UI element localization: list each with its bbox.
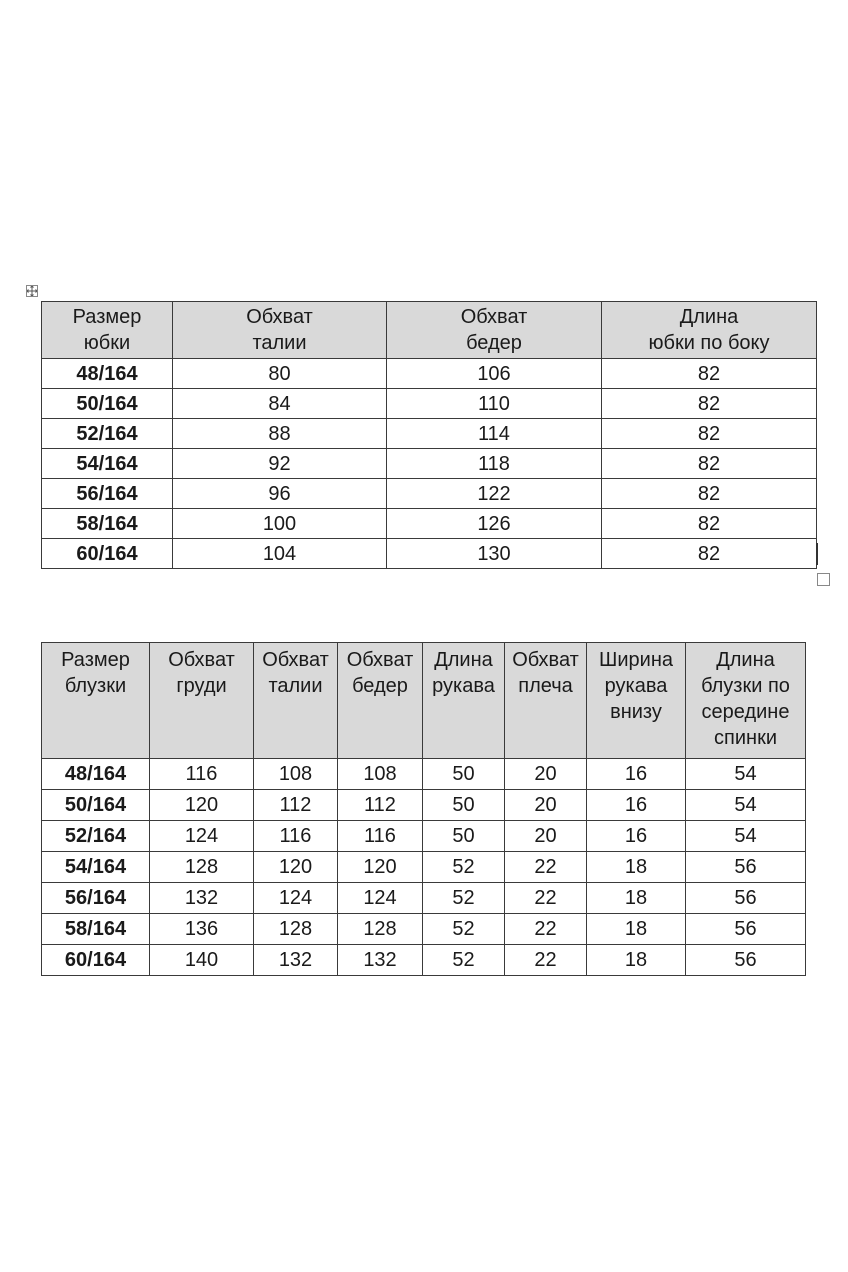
size-cell: 48/164 [42, 759, 150, 790]
table-cell: 56 [686, 914, 806, 945]
size-cell: 50/164 [42, 790, 150, 821]
header-blouse-length: Длина блузки по середине спинки [686, 643, 806, 759]
header-hips: Обхват бедер [338, 643, 423, 759]
size-cell: 54/164 [42, 449, 173, 479]
table-cell: 52 [423, 945, 505, 976]
table-cell: 52 [423, 883, 505, 914]
table-cell: 128 [150, 852, 254, 883]
table-cell: 82 [602, 539, 817, 569]
table-cell: 54 [686, 759, 806, 790]
table-cell: 82 [602, 509, 817, 539]
size-cell: 58/164 [42, 509, 173, 539]
table-cell: 82 [602, 389, 817, 419]
table-cell: 54 [686, 821, 806, 852]
table-row [42, 790, 806, 821]
table-cell: 116 [254, 821, 338, 852]
table-cell: 20 [505, 790, 587, 821]
table-cell: 82 [602, 359, 817, 389]
table-cell: 128 [254, 914, 338, 945]
header-waist: Обхват талии [254, 643, 338, 759]
skirt-size-table [41, 301, 817, 569]
table-cell: 22 [505, 852, 587, 883]
table-cell: 132 [338, 945, 423, 976]
table-move-handle-icon[interactable] [26, 285, 38, 297]
table-cell: 130 [387, 539, 602, 569]
header-sleeve-length: Длина рукава [423, 643, 505, 759]
table-cell: 124 [254, 883, 338, 914]
table-cell: 126 [387, 509, 602, 539]
size-cell: 56/164 [42, 883, 150, 914]
header-skirt-length: Длина юбки по боку [602, 302, 817, 359]
table-row [42, 449, 817, 479]
table-cell: 54 [686, 790, 806, 821]
table-cell: 124 [338, 883, 423, 914]
size-cell: 60/164 [42, 539, 173, 569]
table-cell: 50 [423, 790, 505, 821]
table-row [42, 509, 817, 539]
table-cell: 122 [387, 479, 602, 509]
size-cell: 52/164 [42, 419, 173, 449]
table-cell: 112 [254, 790, 338, 821]
table-row [42, 539, 817, 569]
table-cell: 16 [587, 759, 686, 790]
header-sleeve-width: Ширина рукава внизу [587, 643, 686, 759]
table-cell: 100 [173, 509, 387, 539]
table-cell: 52 [423, 914, 505, 945]
table-header-row [42, 643, 806, 759]
table-cell: 56 [686, 883, 806, 914]
blouse-size-table [41, 642, 806, 976]
table-cell: 112 [338, 790, 423, 821]
header-waist: Обхват талии [173, 302, 387, 359]
table-row [42, 389, 817, 419]
table-cell: 18 [587, 852, 686, 883]
header-chest: Обхват груди [150, 643, 254, 759]
table-row [42, 914, 806, 945]
table-cell: 82 [602, 479, 817, 509]
table-cell: 128 [338, 914, 423, 945]
size-cell: 56/164 [42, 479, 173, 509]
table-cell: 82 [602, 449, 817, 479]
table-cell: 52 [423, 852, 505, 883]
table-cell: 132 [150, 883, 254, 914]
table-cell: 120 [338, 852, 423, 883]
table-cell: 82 [602, 419, 817, 449]
size-cell: 48/164 [42, 359, 173, 389]
table-cell: 106 [387, 359, 602, 389]
header-size: Размер юбки [42, 302, 173, 359]
table-row [42, 359, 817, 389]
table-cell: 56 [686, 945, 806, 976]
size-cell: 52/164 [42, 821, 150, 852]
table-row [42, 883, 806, 914]
header-size: Размер блузки [42, 643, 150, 759]
table-cell: 132 [254, 945, 338, 976]
table-cell: 84 [173, 389, 387, 419]
table-cell: 18 [587, 914, 686, 945]
table-cell: 18 [587, 945, 686, 976]
table-cell: 104 [173, 539, 387, 569]
table-cell: 96 [173, 479, 387, 509]
table-cell: 120 [254, 852, 338, 883]
table-cell: 50 [423, 821, 505, 852]
header-hips: Обхват бедер [387, 302, 602, 359]
table-row [42, 759, 806, 790]
table-cell: 20 [505, 821, 587, 852]
table-cell: 114 [387, 419, 602, 449]
table-row [42, 479, 817, 509]
table-cell: 136 [150, 914, 254, 945]
header-shoulder: Обхват плеча [505, 643, 587, 759]
table-cell: 22 [505, 914, 587, 945]
table-cell: 16 [587, 790, 686, 821]
table-cell: 92 [173, 449, 387, 479]
table-cell: 56 [686, 852, 806, 883]
table-cell: 118 [387, 449, 602, 479]
table-cell: 88 [173, 419, 387, 449]
table-cell: 50 [423, 759, 505, 790]
size-cell: 54/164 [42, 852, 150, 883]
text-cursor [816, 543, 818, 565]
table-cell: 108 [338, 759, 423, 790]
table-cell: 140 [150, 945, 254, 976]
table-cell: 124 [150, 821, 254, 852]
table-row [42, 945, 806, 976]
table-cell: 120 [150, 790, 254, 821]
table-cell: 116 [150, 759, 254, 790]
table-row [42, 821, 806, 852]
table-cell: 110 [387, 389, 602, 419]
table-row [42, 852, 806, 883]
size-cell: 50/164 [42, 389, 173, 419]
table-cell: 80 [173, 359, 387, 389]
table-cell: 18 [587, 883, 686, 914]
table-cell: 22 [505, 883, 587, 914]
size-cell: 60/164 [42, 945, 150, 976]
size-cell: 58/164 [42, 914, 150, 945]
table-cell: 22 [505, 945, 587, 976]
table-resize-handle-icon[interactable] [817, 573, 830, 586]
table-row [42, 419, 817, 449]
table-header-row [42, 302, 817, 359]
table-cell: 16 [587, 821, 686, 852]
table-cell: 108 [254, 759, 338, 790]
table-cell: 20 [505, 759, 587, 790]
table-cell: 116 [338, 821, 423, 852]
